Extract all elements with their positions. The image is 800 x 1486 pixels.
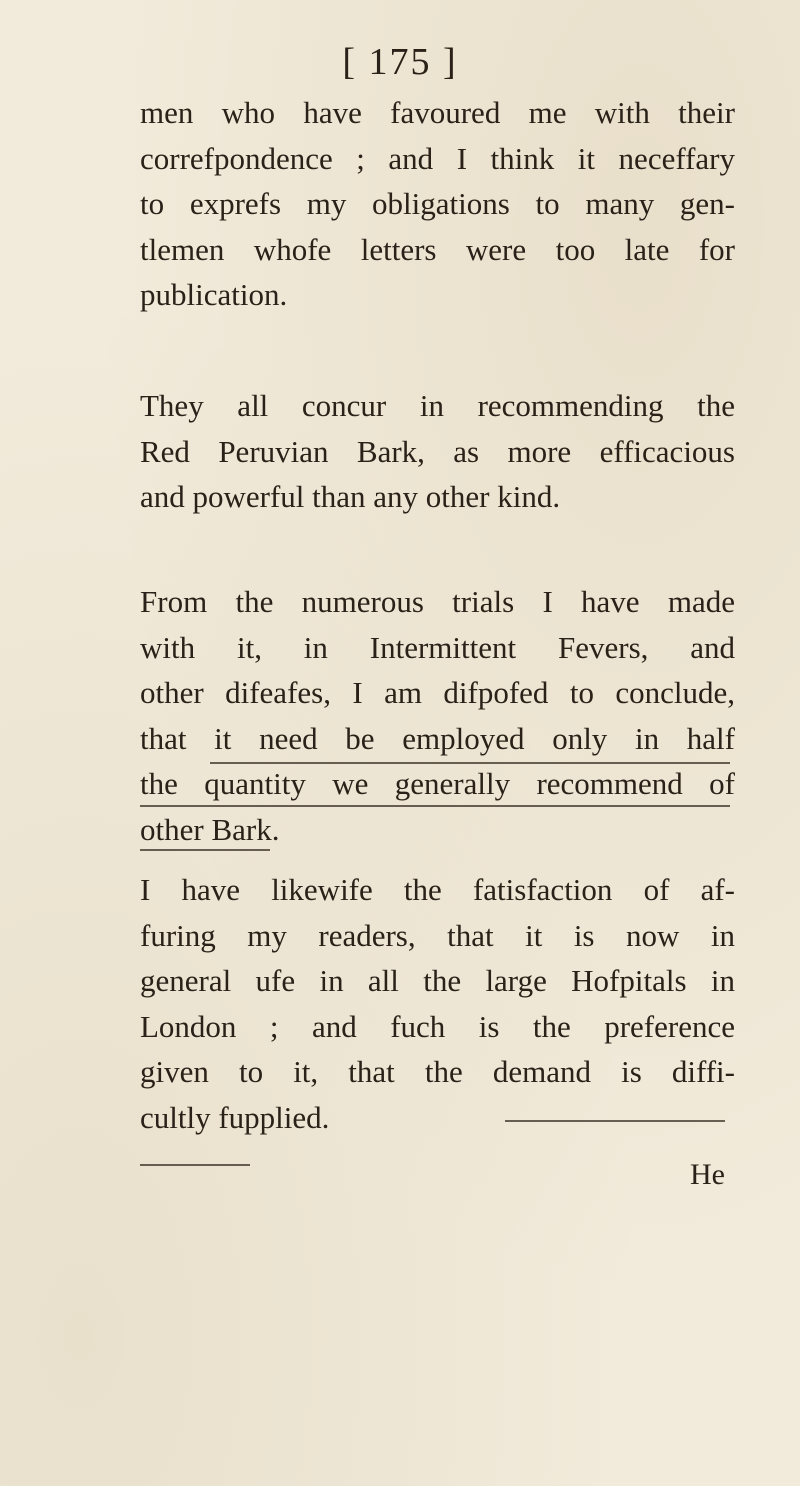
- text-line: that it need be employed only in half: [140, 720, 735, 756]
- text-line: general ufe in all the large Hofpitals in: [140, 963, 735, 998]
- paragraph-hospitals: [140, 867, 735, 1140]
- text-line: other Bark.: [140, 811, 280, 847]
- header-close-bracket: ]: [443, 41, 458, 83]
- text-line: the quantity we generally recommend of: [140, 766, 735, 801]
- paragraph-correspondence: [140, 90, 735, 318]
- pencil-underline: [505, 1120, 725, 1122]
- text-line: publication.: [140, 277, 288, 312]
- text-line: London ; and fuch is the preference: [140, 1008, 735, 1044]
- pencil-underline: [210, 762, 730, 764]
- text-line: and powerful than any other kind.: [140, 479, 561, 514]
- catchword: He: [690, 1158, 725, 1191]
- paragraph-recommendation: [140, 383, 735, 520]
- text-line: They all concur in recommending the: [140, 388, 735, 423]
- text-line: furing my readers, that it is now in: [140, 917, 735, 953]
- text-line: to exprefs my obligations to many gen-: [140, 186, 735, 221]
- pencil-underline: [140, 849, 270, 851]
- text-line: given to it, that the demand is diffi-: [140, 1054, 735, 1089]
- text-line: cultly fupplied.: [140, 1099, 330, 1135]
- text-line: men who have favoured me with their: [140, 95, 735, 130]
- text-line: with it, in Intermittent Fevers, and: [140, 629, 735, 665]
- text-line: Red Peruvian Bark, as more efficacious: [140, 433, 735, 469]
- page-number: 175: [368, 41, 432, 83]
- text-line: I have likewife the fatisfaction of af-: [140, 872, 735, 907]
- text-line: other difeafes, I am difpofed to conclude,: [140, 675, 735, 710]
- paragraph-trials: [140, 579, 735, 852]
- page-header: [0, 40, 800, 84]
- text-line: tlemen whofe letters were too late for: [140, 231, 735, 267]
- text-line: From the numerous trials I have made: [140, 584, 735, 619]
- pencil-underline: [140, 805, 730, 807]
- pencil-underline: [140, 1164, 250, 1166]
- text-line: correfpondence ; and I think it neceffary: [140, 140, 735, 176]
- header-open-bracket: [: [342, 41, 357, 83]
